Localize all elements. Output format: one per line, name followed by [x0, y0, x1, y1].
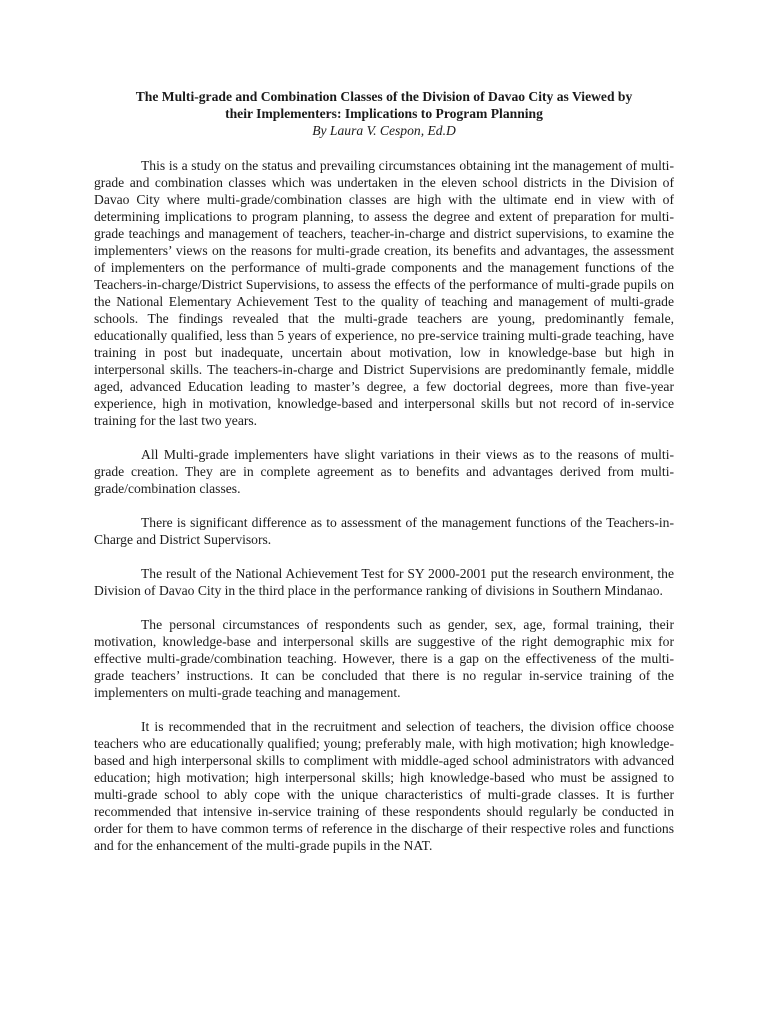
author-byline: By Laura V. Cespon, Ed.D — [312, 123, 456, 138]
body-paragraph-6: It is recommended that in the recruitment and selection of teachers, the division office choose teachers who are educationally qualified; young; preferably male, with high motivation; high knowledge-based and high interpersonal skills to compliment with middle-aged school administrators with advanced education; high motivation; high interpersonal skills; high knowledge-based who must be assigned to multi-grade school to ably cope with the unique characteristics of multi-grade classes. It is further recommended that intensive in-service training of these respondents should regularly be conducted in order for them to have common terms of reference in the discharge of their respective roles and functions and for the enhancement of the multi-grade pupils in the NAT. — [94, 719, 674, 853]
title-line-2: their Implementers: Implications to Program Planning — [225, 106, 543, 121]
document-title — [94, 88, 674, 122]
body-paragraph-3: There is significant difference as to assessment of the management functions of the Teachers-in-Charge and District Supervisors. — [94, 515, 674, 547]
body-paragraph-4: The result of the National Achievement Test for SY 2000-2001 put the research environment, the Division of Davao City in the third place in the performance ranking of divisions in Southern Mindanao. — [94, 566, 674, 598]
body-paragraph-1: This is a study on the status and prevailing circumstances obtaining int the management of multi-grade and combination classes which was undertaken in the eleven school districts in the Division of Davao City where multi-grade/combination classes are high with the ultimate end in view with of determining implications to program planning, to assess the degree and extent of preparation for multi-grade teachings and management of teachers, teacher-in-charge and district supervisions, to examine the implementers’ views on the reasons for multi-grade creation, its benefits and advantages, the assessment of implementers on the performance of multi-grade components and the management functions of the Teachers-in-charge/District Supervisions, to assess the effects of the performance of multi-grade pupils on the National Elementary Achievement Test to the quality of teaching and management of multi-grade schools. The findings revealed that the multi-grade teachers are young, predominantly female, educationally qualified, less than 5 years of experience, no pre-service training multi-grade teaching, have training in post but inadequate, uncertain about motivation, low in knowledge-base but high in interpersonal skills. The teachers-in-charge and District Supervisions are predominantly female, middle aged, advanced Education leading to master’s degree, a few doctorial degrees, more than five-year experience, high in motivation, knowledge-based and interpersonal skills but not record of in-service training for the last two years. — [94, 158, 674, 428]
body-paragraph-5: The personal circumstances of respondents such as gender, sex, age, formal training, their motivation, knowledge-base and interpersonal skills are suggestive of the right demographic mix for effective multi-grade/combination teaching. However, there is a gap on the effectiveness of the multi-grade teachers’ instructions. It can be concluded that there is no regular in-service training of the implementers on multi-grade teaching and management. — [94, 617, 674, 700]
body-paragraph-2: All Multi-grade implementers have slight variations in their views as to the reasons of multi-grade creation. They are in complete agreement as to benefits and advantages derived from multi-grade/combination classes. — [94, 447, 674, 496]
title-line-1: The Multi-grade and Combination Classes of the Division of Davao City as Viewed by — [135, 89, 633, 104]
